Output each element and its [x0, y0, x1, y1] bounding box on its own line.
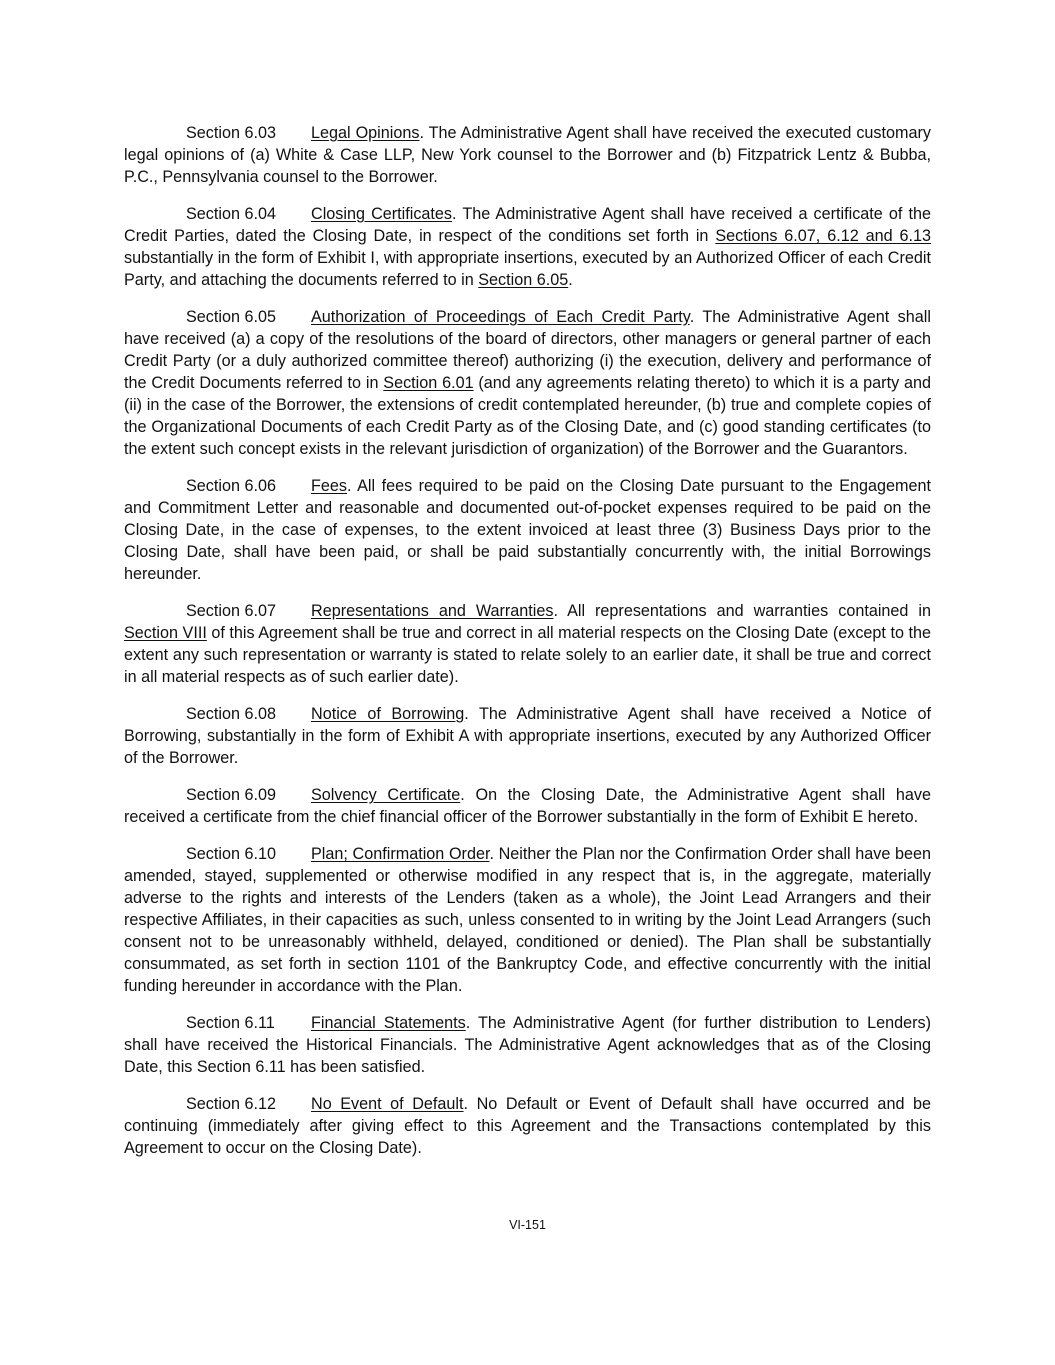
section-6-09	[124, 784, 931, 828]
section-heading: Notice of Borrowing	[311, 705, 465, 723]
section-body: . The Administrative Agent shall have received (a) a copy of the resolutions of the board of directors, other managers or general partner of each Credit Party (or a duly authorized committee thereof) authorizing (i) the execution, delivery and performance of the Credit Documents referred to in	[124, 308, 931, 392]
section-body: substantially in the form of Exhibit I, with appropriate insertions, executed by an Authorized Officer of each Credit Party, and attaching the documents referred to in	[124, 249, 931, 289]
section-6-06	[124, 475, 931, 585]
section-heading: Representations and Warranties	[311, 602, 554, 620]
section-heading: Financial Statements	[311, 1014, 466, 1032]
page-number: VI-151	[509, 1218, 546, 1232]
section-number: Section 6.12	[186, 1095, 276, 1113]
section-body: . On the Closing Date, the Administrative Agent shall have received a certificate from the chief financial officer of the Borrower substantially in the form of Exhibit E hereto.	[124, 786, 931, 826]
section-heading: Plan; Confirmation Order	[311, 845, 490, 863]
section-number: Section 6.10	[186, 845, 276, 863]
section-6-05	[124, 306, 931, 460]
section-body: .	[568, 271, 573, 289]
section-heading: Legal Opinions	[311, 124, 420, 142]
section-number: Section 6.08	[186, 705, 276, 723]
section-heading: No Event of Default	[311, 1095, 464, 1113]
section-body: of this Agreement shall be true and correct in all material respects on the Closing Date (except to the extent any such representation or warranty is stated to relate solely to an earlier date, it shall be true and correct in all material respects as of such earlier date).	[124, 624, 932, 686]
section-6-10	[124, 843, 931, 997]
section-body: . The Administrative Agent shall have received a Notice of Borrowing, substantially in the form of Exhibit A with appropriate insertions, executed by any Authorized Officer of the Borrower.	[124, 705, 931, 767]
section-number: Section 6.07	[186, 602, 276, 620]
section-6-12	[124, 1093, 931, 1159]
section-6-04	[124, 203, 931, 291]
section-body: . All fees required to be paid on the Closing Date pursuant to the Engagement and Commitment Letter and reasonable and documented out-of-pocket expenses required to be paid on the Closing Date, in the case of expenses, to the extent invoiced at least three (3) Business Days prior to the Closing Date, shall have been paid, or shall be paid substantially concurrently with, the initial Borrowings hereunder.	[124, 477, 931, 583]
section-6-08	[124, 703, 931, 769]
section-heading: Solvency Certificate	[311, 786, 461, 804]
section-heading: Fees	[311, 477, 347, 495]
section-heading: Authorization of Proceedings of Each Credit Party	[311, 308, 690, 326]
section-body: . All representations and warranties contained in	[553, 602, 931, 620]
section-number: Section 6.11	[186, 1014, 275, 1032]
section-number: Section 6.03	[186, 124, 276, 142]
cross-reference: Sections 6.07, 6.12 and 6.13	[715, 227, 931, 245]
section-body: . No Default or Event of Default shall have occurred and be continuing (immediately after giving effect to this Agreement and the Transactions contemplated by this Agreement to occur on the Closing Date).	[124, 1095, 931, 1157]
section-6-11	[124, 1012, 931, 1078]
section-number: Section 6.06	[186, 477, 276, 495]
cross-reference: Section 6.01	[383, 374, 474, 392]
section-number: Section 6.04	[186, 205, 276, 223]
section-heading: Closing Certificates	[311, 205, 453, 223]
section-body: (and any agreements relating thereto) to which it is a party and (ii) in the case of the Borrower, the extensions of credit contemplated hereunder, (b) true and complete copies of the Organizational Documents of each Credit Party as of the Closing Date, and (c) good standing certificates (to the extent such concept exists in the relevant jurisdiction of organization) of the Borrower and the Guarantors.	[124, 374, 931, 458]
section-body: . The Administrative Agent (for further distribution to Lenders) shall have received the Historical Financials. The Administrative Agent acknowledges that as of the Closing Date, this Section 6.11 has been satisfied.	[124, 1014, 931, 1076]
cross-reference: Section VIII	[124, 624, 207, 642]
section-number: Section 6.09	[186, 786, 276, 804]
section-6-07	[124, 600, 931, 688]
section-body: . The Administrative Agent shall have received the executed customary legal opinions of (a) White & Case LLP, New York counsel to the Borrower and (b) Fitzpatrick Lentz & Bubba, P.C., Pennsylvania counsel to the Borrower.	[124, 124, 932, 186]
section-6-03	[124, 122, 931, 188]
section-number: Section 6.05	[186, 308, 276, 326]
section-body: . Neither the Plan nor the Confirmation Order shall have been amended, stayed, supplemented or otherwise modified in any respect that is, in the aggregate, materially adverse to the rights and interests of the Lenders (taken as a whole), the Joint Lead Arrangers and their respective Affiliates, in their capacities as such, unless consented to in writing by the Joint Lead Arrangers (such consent not to be unreasonably withheld, delayed, conditioned or denied). The Plan shall be substantially consummated, as set forth in section 1101 of the Bankruptcy Code, and effective concurrently with the initial funding hereunder in accordance with the Plan.	[124, 845, 931, 995]
section-body: . The Administrative Agent shall have received a certificate of the Credit Parties, dated the Closing Date, in respect of the conditions set forth in	[124, 205, 931, 245]
cross-reference: Section 6.05	[478, 271, 569, 289]
